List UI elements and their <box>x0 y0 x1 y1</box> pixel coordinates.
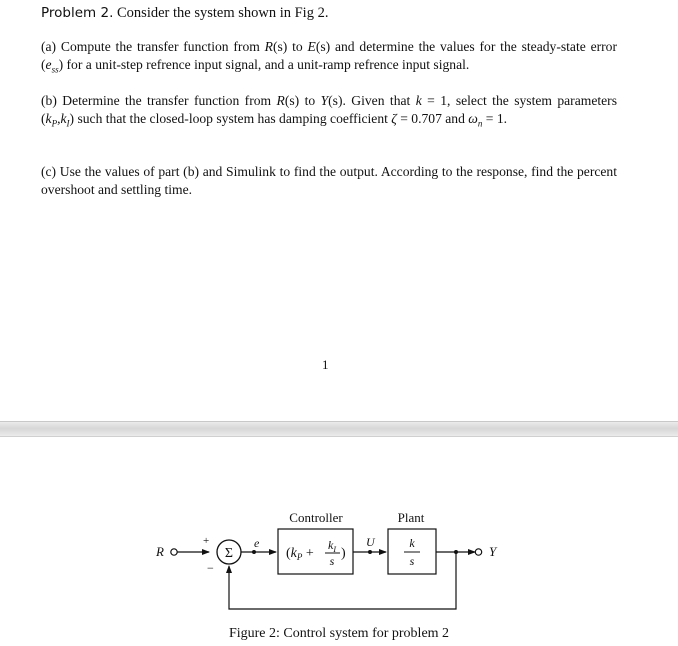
controller-tf-den: s <box>329 554 335 568</box>
page-number: 1 <box>322 357 329 372</box>
controller-tf-left: ($k_P$ + <box>286 546 314 562</box>
input-label: R <box>156 544 164 559</box>
problem-heading <box>41 5 328 22</box>
error-label: e <box>254 536 260 550</box>
controller-tf-close: ) <box>341 546 346 561</box>
block-diagram <box>0 436 678 646</box>
figure-caption: Figure 2: Control system for problem 2 <box>228 626 450 641</box>
problem-label: Problem 2. <box>41 5 114 21</box>
control-label: U <box>366 535 375 549</box>
part-c-text: (c) Use the values of part (b) and Simulink to find the output. According to the response, find the percent overshoot and settling time. <box>41 164 617 197</box>
minus-sign: − <box>207 561 214 575</box>
controller-tf-ki: $k_I$ <box>328 538 336 554</box>
output-label: Y <box>489 544 497 559</box>
input-terminal <box>171 549 177 555</box>
plant-tf-num: k <box>409 536 415 550</box>
sum-symbol: Σ <box>224 546 234 561</box>
controller-label: Controller <box>289 510 343 525</box>
error-node <box>252 550 256 554</box>
plus-sign: + <box>203 535 210 547</box>
part-b-text: (b) Determine the transfer function from R(s) to Y(s). Given that k = 1, select the system parameters $(k_P,k_I)$ such that the closed-loop system has damping coefficient ζ = 0.707 and $\omega_n = 1$. <box>41 93 617 129</box>
problem-intro: Consider the system shown in Fig 2. <box>117 5 329 21</box>
page-separator <box>0 421 678 437</box>
plant-label: Plant <box>397 510 425 525</box>
part-a-text: (a) Compute the transfer function from R(s) to E(s) and determine the values for the steady-state error $(e_{ss})$ for a unit-step refrence input signal, and a unit-ramp refrence input signal. <box>41 39 617 75</box>
plant-tf-den: s <box>409 554 415 568</box>
output-terminal <box>475 549 481 555</box>
control-node <box>368 550 372 554</box>
